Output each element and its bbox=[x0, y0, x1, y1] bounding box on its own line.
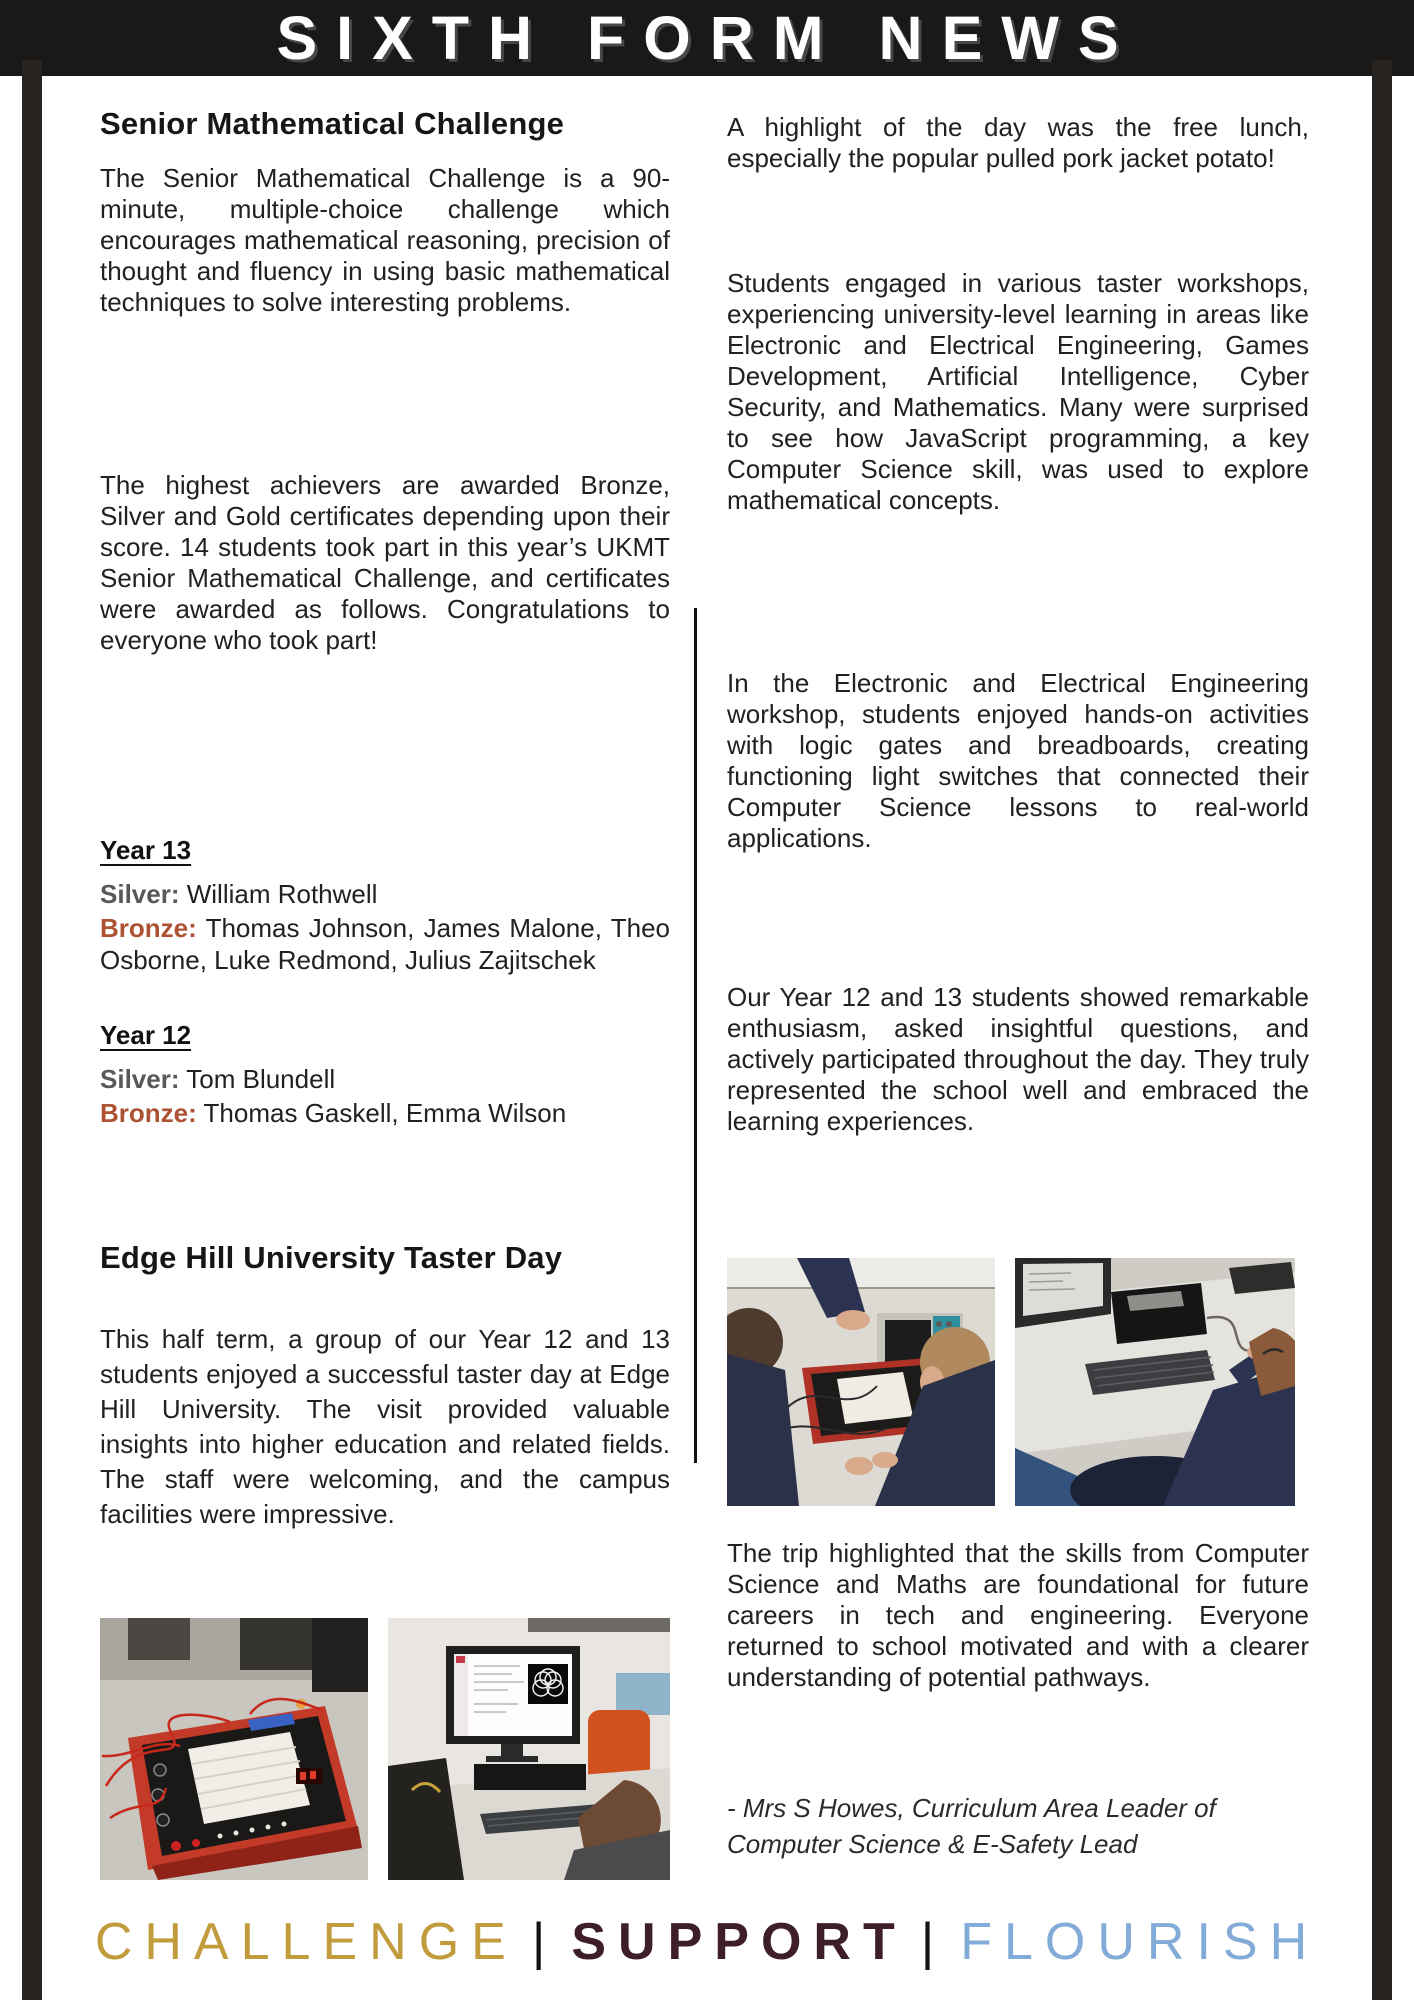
year12-bronze-line bbox=[100, 1097, 670, 1129]
heading-senior-mathematical-challenge: Senior Mathematical Challenge bbox=[100, 106, 565, 141]
bronze-label: Bronze: bbox=[100, 1098, 197, 1128]
year13-silver-names: William Rothwell bbox=[186, 879, 378, 909]
paragraph-smc-results: The highest achievers are awarded Bronze, Silver and Gold certificates depending upon their score. 14 students took part in this year’s UKMT Senior Mathematical Challenge, and certificates were awarded as follows. Congratulations to everyone who took part! bbox=[100, 470, 670, 655]
heading-edge-hill-taster-day: Edge Hill University Taster Day bbox=[100, 1240, 563, 1275]
photo-student-desktop-computer bbox=[1015, 1258, 1295, 1506]
year12-silver-names: Tom Blundell bbox=[186, 1064, 336, 1094]
paragraph-trip-takeaway: The trip highlighted that the skills from Computer Science and Maths are foundational for future careers in tech and engineering. Everyone returned to school motivated and with a clearer understanding of potential pathways. bbox=[727, 1538, 1309, 1692]
left-frame-bar bbox=[22, 60, 42, 2000]
left-column bbox=[100, 0, 670, 2000]
heading-year-12: Year 12 bbox=[100, 1020, 192, 1050]
silver-label: Silver: bbox=[100, 1064, 180, 1094]
footer-motto bbox=[42, 1912, 1372, 1972]
motto-support: SUPPORT bbox=[571, 1913, 907, 1971]
bronze-label: Bronze: bbox=[100, 913, 197, 943]
year12-silver-line bbox=[100, 1063, 670, 1095]
photo-student-coding-workstation bbox=[388, 1618, 670, 1880]
paragraph-free-lunch: A highlight of the day was the free lunch, especially the popular pulled pork jacket potato! bbox=[727, 112, 1309, 173]
year13-bronze-names: Thomas Johnson, James Malone, Theo Osborne, Luke Redmond, Julius Zajitschek bbox=[100, 913, 670, 975]
silver-label: Silver: bbox=[100, 879, 180, 909]
page-title: SIXTH FORM NEWS bbox=[276, 4, 1138, 72]
heading-year-13: Year 13 bbox=[100, 835, 192, 865]
right-column bbox=[727, 0, 1309, 2000]
right-frame-bar bbox=[1372, 60, 1392, 2000]
paragraph-edge-hill-visit: This half term, a group of our Year 12 and 13 students enjoyed a successful taster day at Edge Hill University. The visit provided valuable insights into higher education and related fields. The staff were welcoming, and the campus facilities were impressive. bbox=[100, 1324, 670, 1529]
paragraph-smc-intro: The Senior Mathematical Challenge is a 90-minute, multiple-choice challenge which encourages mathematical reasoning, precision of thought and fluency in using basic mathematical techniques to solve interesting problems. bbox=[100, 163, 670, 317]
year13-silver-line bbox=[100, 878, 670, 910]
year13-bronze-line bbox=[100, 912, 670, 976]
motto-separator: | bbox=[531, 1913, 558, 1971]
photo-electronics-trainer-kit bbox=[100, 1618, 368, 1880]
author-byline: - Mrs S Howes, Curriculum Area Leader of Computer Science & E-Safety Lead bbox=[727, 1793, 1216, 1859]
paragraph-engineering-workshop: In the Electronic and Electrical Engineering workshop, students enjoyed hands-on activities with logic gates and breadboards, creating functioning light switches that connected their Computer Science lessons to real-world applications. bbox=[727, 668, 1309, 853]
column-divider-rule bbox=[694, 608, 697, 1463]
paragraph-taster-workshops: Students engaged in various taster workshops, experiencing university-level learning in areas like Electronic and Electrical Engineering, Games Development, Artificial Intelligence, Cyber Security, and Mathematics. Many were surprised to see how JavaScript programming, a key Computer Science skill, was used to explore mathematical concepts. bbox=[727, 268, 1309, 515]
motto-separator: | bbox=[920, 1913, 947, 1971]
motto-challenge: CHALLENGE bbox=[94, 1913, 518, 1971]
year12-bronze-names: Thomas Gaskell, Emma Wilson bbox=[203, 1098, 567, 1128]
motto-flourish: FLOURISH bbox=[960, 1913, 1320, 1971]
paragraph-student-enthusiasm: Our Year 12 and 13 students showed remarkable enthusiasm, asked insightful questions, and actively participated throughout the day. They truly represented the school well and embraced the learning experiences. bbox=[727, 982, 1309, 1136]
photo-students-oscilloscope-breadboard bbox=[727, 1258, 995, 1506]
